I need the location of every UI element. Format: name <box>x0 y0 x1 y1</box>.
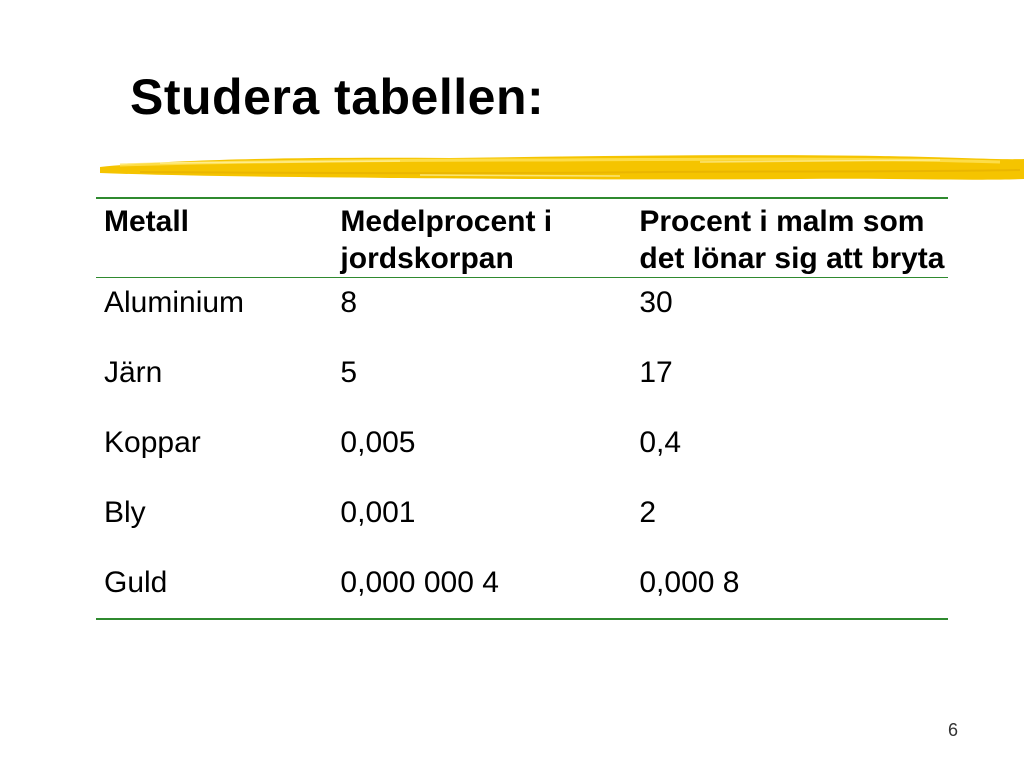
cell-metal: Bly <box>104 496 146 529</box>
cell-crust-percent: 5 <box>340 356 358 389</box>
slide-title: Studera tabellen: <box>130 69 545 125</box>
cell-crust-percent: 0,001 <box>340 496 416 529</box>
cell-metal: Koppar <box>104 426 201 459</box>
cell-metal: Aluminium <box>104 286 245 319</box>
metal-table <box>96 197 948 620</box>
cell-crust-percent: 8 <box>340 286 358 319</box>
header-medelprocent: Medelprocent i jordskorpan <box>340 205 553 275</box>
table-row <box>96 488 948 558</box>
table-row <box>96 558 948 619</box>
cell-ore-percent: 2 <box>639 496 657 529</box>
cell-ore-percent: 17 <box>639 356 673 389</box>
cell-ore-percent: 0,000 8 <box>639 566 740 599</box>
cell-crust-percent: 0,000 000 4 <box>340 566 499 599</box>
page-number: 6 <box>947 720 958 740</box>
header-procent-malm: Procent i malm som det lönar sig att bryta <box>639 205 945 275</box>
header-metall: Metall <box>104 205 190 238</box>
cell-metal: Guld <box>104 566 168 599</box>
cell-crust-percent: 0,005 <box>340 426 416 459</box>
yellow-brush-stroke <box>100 145 1024 190</box>
cell-metal: Järn <box>104 356 163 389</box>
cell-ore-percent: 30 <box>639 286 673 319</box>
table-row <box>96 278 948 349</box>
table-header-row <box>96 198 948 278</box>
table-row <box>96 418 948 488</box>
table-row <box>96 348 948 418</box>
cell-ore-percent: 0,4 <box>639 426 682 459</box>
